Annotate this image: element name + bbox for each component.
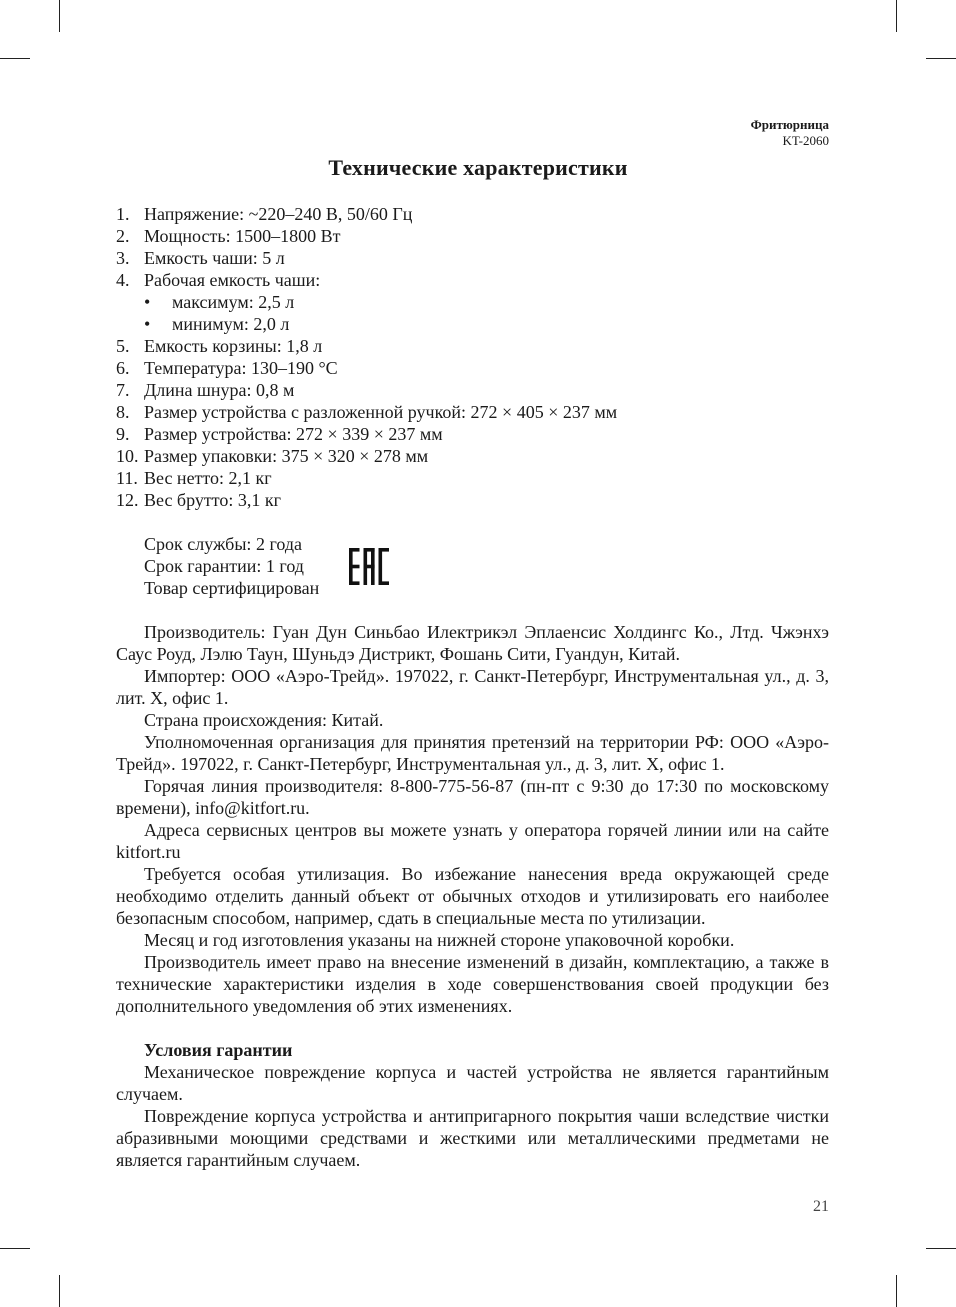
eac-mark-icon [349, 548, 389, 585]
spec-text: максимум: 2,5 л [172, 292, 295, 312]
warranty-paragraph: Механическое повреждение корпуса и частей устройства не является гарантийным случаем. [116, 1062, 829, 1104]
spec-text: Напряжение: ~220–240 В, 50/60 Гц [144, 204, 413, 224]
spec-item [116, 467, 829, 489]
spec-item [116, 247, 829, 269]
spec-list [116, 203, 829, 511]
info-section [116, 621, 829, 1017]
warranty-section [116, 1039, 829, 1171]
crop-mark [59, 1275, 60, 1307]
spec-text: Вес брутто: 3,1 кг [144, 490, 281, 510]
crop-mark [0, 58, 30, 59]
spec-item [116, 203, 829, 225]
item-number: 11. [116, 468, 138, 488]
service-centers-paragraph: Адреса сервисных центров вы можете узнать у оператора горячей линии или на сайте kitfort.ru [116, 820, 829, 862]
changes-paragraph: Производитель имеет право на внесение изменений в дизайн, комплектацию, а также в технические характеристики изделия в ходе совершенствования своей продукции без дополнительного уведомления об этих изменениях. [116, 952, 829, 1016]
page-title: Технические характеристики [328, 155, 628, 180]
spec-text: Вес нетто: 2,1 кг [144, 468, 272, 488]
origin-paragraph: Страна происхождения: Китай. [144, 710, 384, 730]
page-number: 21 [813, 1198, 829, 1215]
spec-item [116, 379, 829, 401]
hotline-paragraph: Горячая линия производителя: 8-800-775-56-87 (пн-пт с 9:30 до 17:30 по московскому времени), info@kitfort.ru. [116, 776, 829, 818]
warranty-period: Срок гарантии: 1 год [144, 556, 304, 576]
spec-item [116, 335, 829, 357]
spec-item [116, 269, 829, 291]
spec-text: Емкость чаши: 5 л [144, 248, 285, 268]
spec-text: минимум: 2,0 л [172, 314, 290, 334]
spec-text: Размер упаковки: 375 × 320 × 278 мм [144, 446, 429, 466]
spec-text: Мощность: 1500–1800 Вт [144, 226, 341, 246]
bullet: • [144, 314, 151, 334]
disposal-paragraph: Требуется особая утилизация. Во избежание нанесения вреда окружающей среде необходимо отделить данный объект от обычных отходов и утилизировать его наиболее безопасным способом, например, сдать в специальные места по утилизации. [116, 864, 829, 928]
item-number: 2. [116, 226, 130, 246]
crop-mark [896, 1275, 897, 1307]
warranty-heading: Условия гарантии [144, 1040, 293, 1060]
spec-text: Длина шнура: 0,8 м [144, 380, 295, 400]
crop-mark [926, 58, 956, 59]
crop-mark [0, 1248, 30, 1249]
product-name: Фритюрница [750, 117, 829, 132]
item-number: 9. [116, 424, 130, 444]
item-number: 12. [116, 490, 139, 510]
item-number: 8. [116, 402, 130, 422]
crop-mark [896, 0, 897, 32]
service-life: Срок службы: 2 года [144, 534, 303, 554]
item-number: 5. [116, 336, 130, 356]
warranty-paragraph: Повреждение корпуса устройства и антипригарного покрытия чаши вследствие чистки абразивными моющими средствами и жесткими или металлическими предметами не является гарантийным случаем. [116, 1106, 829, 1170]
manufacturer-paragraph: Производитель: Гуан Дун Синьбао Илектрикэл Эплаенсис Холдингс Ко., Лтд. Чжэнхэ Саус Роуд, Лэлю Таун, Шуньдэ Дистрикт, Фошань Сити, Гуандун, Китай. [116, 622, 829, 664]
item-number: 6. [116, 358, 130, 378]
certified-text: Товар сертифицирован [144, 578, 320, 598]
spec-item [116, 423, 829, 445]
page-header [751, 117, 829, 149]
spec-item [116, 401, 829, 423]
certification-block [116, 533, 829, 599]
spec-text: Температура: 130–190 °С [144, 358, 338, 378]
crop-mark [59, 0, 60, 32]
spec-item [116, 445, 829, 467]
spec-text: Размер устройства: 272 × 339 × 237 мм [144, 424, 443, 444]
manufacture-date-paragraph: Месяц и год изготовления указаны на нижней стороне упаковочной коробки. [144, 930, 735, 950]
spec-item [116, 225, 829, 247]
bullet: • [144, 292, 151, 312]
spec-item [116, 357, 829, 379]
page-content [116, 203, 829, 1171]
item-number: 4. [116, 270, 130, 290]
spec-item [116, 489, 829, 511]
importer-paragraph: Импортер: ООО «Аэро-Трейд». 197022, г. Санкт-Петербург, Инструментальная ул., д. 3, лит. Х, офис 1. [116, 666, 829, 708]
item-number: 3. [116, 248, 130, 268]
item-number: 1. [116, 204, 130, 224]
spec-subitem [116, 313, 829, 335]
item-number: 7. [116, 380, 130, 400]
crop-mark [926, 1248, 956, 1249]
authorized-org-paragraph: Уполномоченная организация для принятия претензий на территории РФ: ООО «Аэро-Трейд». 197022, г. Санкт-Петербург, Инструментальная ул., д. 3, лит. Х, офис 1. [116, 732, 829, 774]
spec-text: Размер устройства с разложенной ручкой: 272 × 405 × 237 мм [144, 402, 618, 422]
spec-text: Рабочая емкость чаши: [144, 270, 321, 290]
item-number: 10. [116, 446, 139, 466]
spec-text: Емкость корзины: 1,8 л [144, 336, 323, 356]
spec-subitem [116, 291, 829, 313]
model-number: KT-2060 [782, 133, 829, 148]
